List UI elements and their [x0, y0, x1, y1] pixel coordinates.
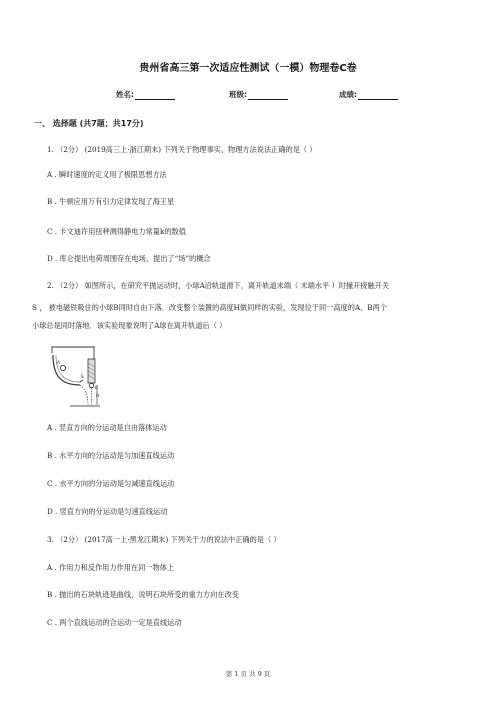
page-title: 贵州省高三第一次适应性测试（一模）物理卷C卷: [139, 63, 357, 74]
projectile-apparatus-figure: [50, 345, 100, 407]
class-blank: [248, 91, 288, 100]
question-2-option-d: D . 竖直方向的分运动是匀速直线运动: [47, 507, 168, 516]
name-label: 姓名:: [116, 90, 134, 99]
question-2-option-b: B . 水平方向的分运动是匀加速直线运动: [47, 451, 175, 460]
class-field: [229, 89, 288, 100]
circuit-wire: [52, 347, 94, 359]
trajectory-a: [80, 385, 88, 405]
label-b: B: [95, 385, 98, 390]
question-2-option-a: A . 竖直方向的分运动是自由落体运动: [47, 423, 167, 432]
question-2-stem-line-2: S ， 被电磁铁吸住的小球B同时自由下落．改变整个装置的高度H做同样的实验，发现位于同一高度的A、B两个: [32, 303, 387, 312]
name-field: [116, 89, 175, 100]
question-1-option-b: B . 牛顿应用万有引力定律发现了海王星: [47, 197, 175, 206]
question-1-stem: 1. （2分） (2019高三上·浙江期末) 下列关于物理事实、物理方法说法正确的是（ ）: [47, 145, 317, 154]
question-2-stem-line-1: 2. （2分） 如图所示，在研究平抛运动时，小球A沿轨道滑下，离开轨道末端（ 末端水平 ）时撞开接触开关: [47, 281, 390, 290]
label-s: S: [81, 374, 84, 379]
label-h: H: [96, 393, 100, 398]
question-2-option-c: C . 水平方向的分运动是匀减速直线运动: [47, 479, 175, 488]
switch: [80, 380, 83, 382]
question-3-option-c: C . 两个直线运动的合运动一定是直线运动: [47, 618, 182, 627]
question-3-option-a: A . 作用力和反作用力作用在同一物体上: [47, 563, 175, 572]
question-3-stem: 3. （2分） (2017高一上·黑龙江期末) 下列关于力的说法中正确的是（ ）: [47, 535, 281, 544]
ball-b: [89, 383, 93, 387]
question-1-option-a: A . 瞬时速度的定义用了极限思想方法: [47, 170, 167, 179]
name-blank: [135, 91, 175, 100]
score-field: [339, 89, 398, 100]
question-3-option-b: B . 抛出的石块轨迹是曲线，说明石块所受的重力方向在改变: [47, 590, 239, 599]
score-label: 成绩:: [339, 90, 357, 99]
class-label: 班级:: [229, 90, 247, 99]
question-2-stem-line-3: 小球总是同时落地．该实验现象说明了A球在离开轨道后（ ）: [32, 321, 227, 330]
page-footer: 第 1 页 共 9 页: [225, 670, 271, 678]
score-blank: [358, 91, 398, 100]
section-heading: 一、 选择题 (共7题；共17分): [34, 119, 144, 128]
question-1-option-c: C . 卡文迪许用扭秤测得静电力常量k的数值: [47, 227, 186, 236]
label-a: A: [57, 361, 61, 366]
ball-a: [60, 365, 65, 370]
curved-track: [53, 355, 80, 385]
electromagnet: [88, 359, 95, 383]
question-1-option-d: D . 库仑提出电荷周围存在电场，提出了“场”的概念: [47, 254, 211, 263]
